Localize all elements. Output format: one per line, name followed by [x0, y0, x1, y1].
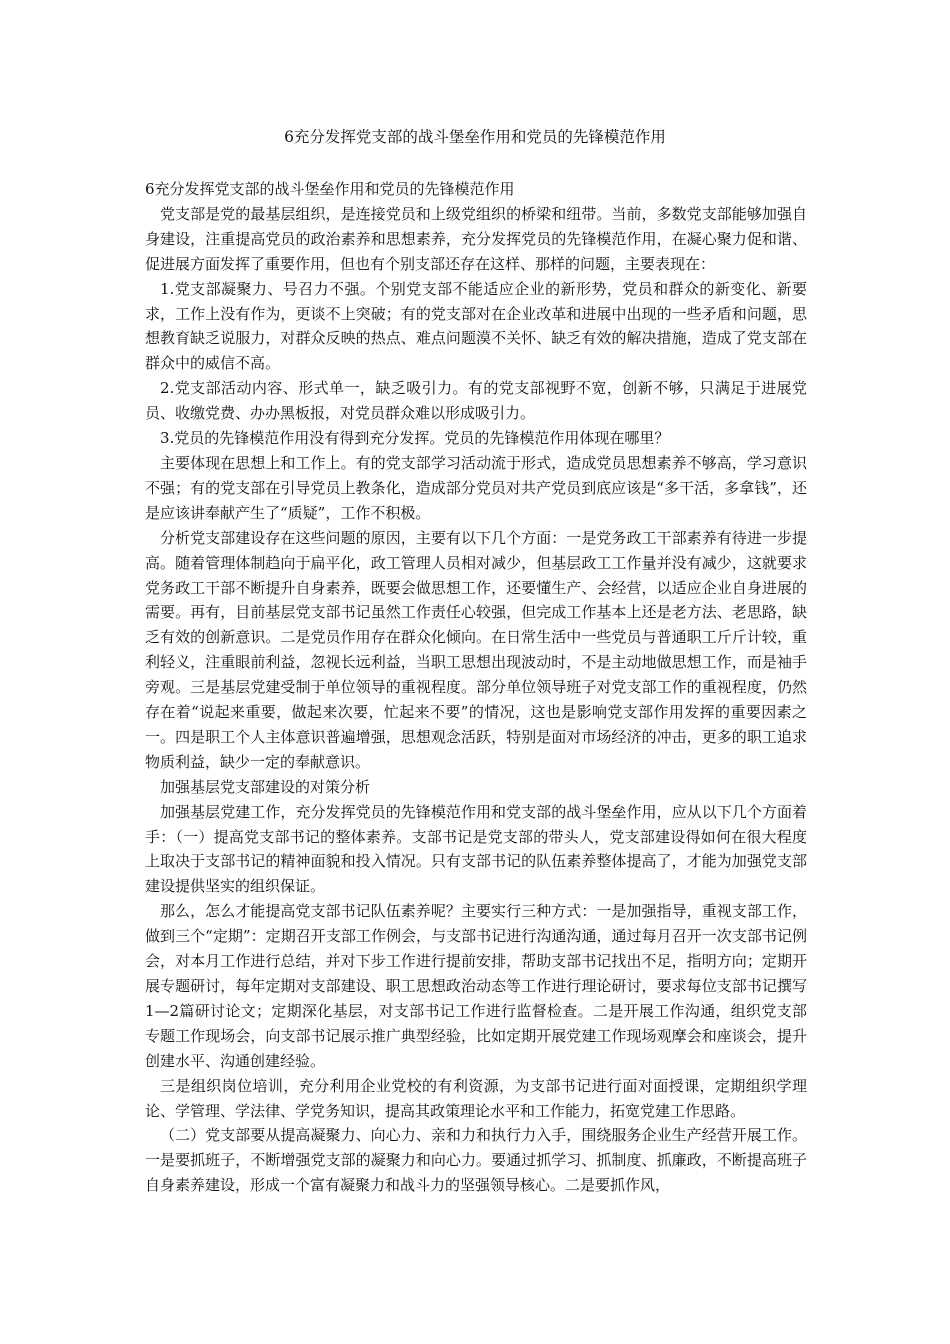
- document-body: [145, 177, 807, 1198]
- paragraph-secretary-methods: 那么，怎么才能提高党支部书记队伍素养呢？主要实行三种方式：一是加强指导，重视支部工作，做到三个“定期”：定期召开支部工作例会，与支部书记进行沟通沟通，通过每月召开一次支部书记例会，对本月工作进行总结，并对下步工作进行提前安排，帮助支部书记找出不足，指明方向；定期开展专题研讨，每年定期对支部建设、职工思想政治动态等工作进行理论研讨，要求每位支部书记撰写1—2篇研讨论文；定期深化基层，对支部书记工作进行监督检查。二是开展工作沟通，组织党支部专题工作现场会，向支部书记展示推广典型经验，比如定期开展党建工作现场观摩会和座谈会，提升创建水平、沟通创建经验。: [145, 902, 807, 1070]
- section-heading-countermeasures: 加强基层党支部建设的对策分析: [160, 777, 371, 796]
- paragraph-countermeasure-1: 加强基层党建工作，充分发挥党员的先锋模范作用和党支部的战斗堡垒作用，应从以下几个方面着手：（一）提高党支部书记的整体素养。支部书记是党支部的带头人，党支部建设得如何在很大程度上取决于支部书记的精神面貌和投入情况。只有支部书记的队伍素养整体提高了，才能为加强党支部建设提供坚实的组织保证。: [145, 802, 807, 896]
- paragraph-problem-3: 3.党员的先锋模范作用没有得到充分发挥。党员的先锋模范作用体现在哪里？: [160, 429, 670, 448]
- paragraph-problem-3-detail: 主要体现在思想上和工作上。有的党支部学习活动流于形式，造成党员思想素养不够高，学习意识不强；有的党支部在引导党员上教条化，造成部分党员对共产党员到底应该是“多干活，多拿钱”，还是应该讲奉献产生了“质疑”，工作不积极。: [145, 453, 807, 522]
- document-title: 6充分发挥党支部的战斗堡垒作用和党员的先锋模范作用: [284, 128, 666, 146]
- body-heading: 6充分发挥党支部的战斗堡垒作用和党员的先锋模范作用: [145, 180, 515, 198]
- paragraph-intro: 党支部是党的最基层组织，是连接党员和上级党组织的桥梁和纽带。当前，多数党支部能够加强自身建设，注重提高党员的政治素养和思想素养，充分发挥党员的先锋模范作用，在凝心聚力促和谐、促进展方面发挥了重要作用，但也有个别支部还存在这样、那样的问题，主要表现在：: [145, 204, 807, 273]
- paragraph-cause-analysis: 分析党支部建设存在这些问题的原因，主要有以下几个方面：一是党务政工干部素养有待进一步提高。随着管理体制趋向于扁平化，政工管理人员相对减少，但基层政工工作量并没有减少，这就要求党务政工干部不断提升自身素养，既要会做思想工作，还要懂生产、会经营，以适应企业自身进展的需要。再有，目前基层党支部书记虽然工作责任心较强，但完成工作基本上还是老方法、老思路，缺乏有效的创新意识。二是党员作用存在群众化倾向。在日常生活中一些党员与普通职工斤斤计较，重利轻义，注重眼前利益，忽视长远利益，当职工思想出现波动时，不是主动地做思想工作，而是袖手旁观。三是基层党建受制于单位领导的重视程度。部分单位领导班子对党支部工作的重视程度，仍然存在着“说起来重要，做起来次要，忙起来不要”的情况，这也是影响党支部作用发挥的重要因素之一。四是职工个人主体意识普遍增强，思想观念活跃，特别是面对市场经济的冲击，更多的职工追求物质利益，缺少一定的奉献意识。: [145, 528, 807, 771]
- paragraph-countermeasure-2: （二）党支部要从提高凝聚力、向心力、亲和力和执行力入手，围绕服务企业生产经营开展工作。一是要抓班子，不断增强党支部的凝聚力和向心力。要通过抓学习、抓制度、抓廉政，不断提高班子自身素养建设，形成一个富有凝聚力和战斗力的坚强领导核心。二是要抓作风，: [145, 1126, 807, 1195]
- paragraph-problem-2: 2.党支部活动内容、形式单一，缺乏吸引力。有的党支部视野不宽，创新不够，只满足于进展党员、收缴党费、办办黑板报，对党员群众难以形成吸引力。: [145, 379, 807, 423]
- paragraph-problem-1: 1.党支部凝聚力、号召力不强。个别党支部不能适应企业的新形势，党员和群众的新变化、新要求，工作上没有作为，更谈不上突破；有的党支部对在企业改革和进展中出现的一些矛盾和问题，思想教育缺乏说服力，对群众反映的热点、难点问题漠不关怀、缺乏有效的解决措施，造成了党支部在群众中的威信不高。: [145, 279, 807, 373]
- paragraph-training: 三是组织岗位培训，充分利用企业党校的有利资源，为支部书记进行面对面授课，定期组织学理论、学管理、学法律、学党务知识，提高其政策理论水平和工作能力，拓宽党建工作思路。: [145, 1076, 807, 1120]
